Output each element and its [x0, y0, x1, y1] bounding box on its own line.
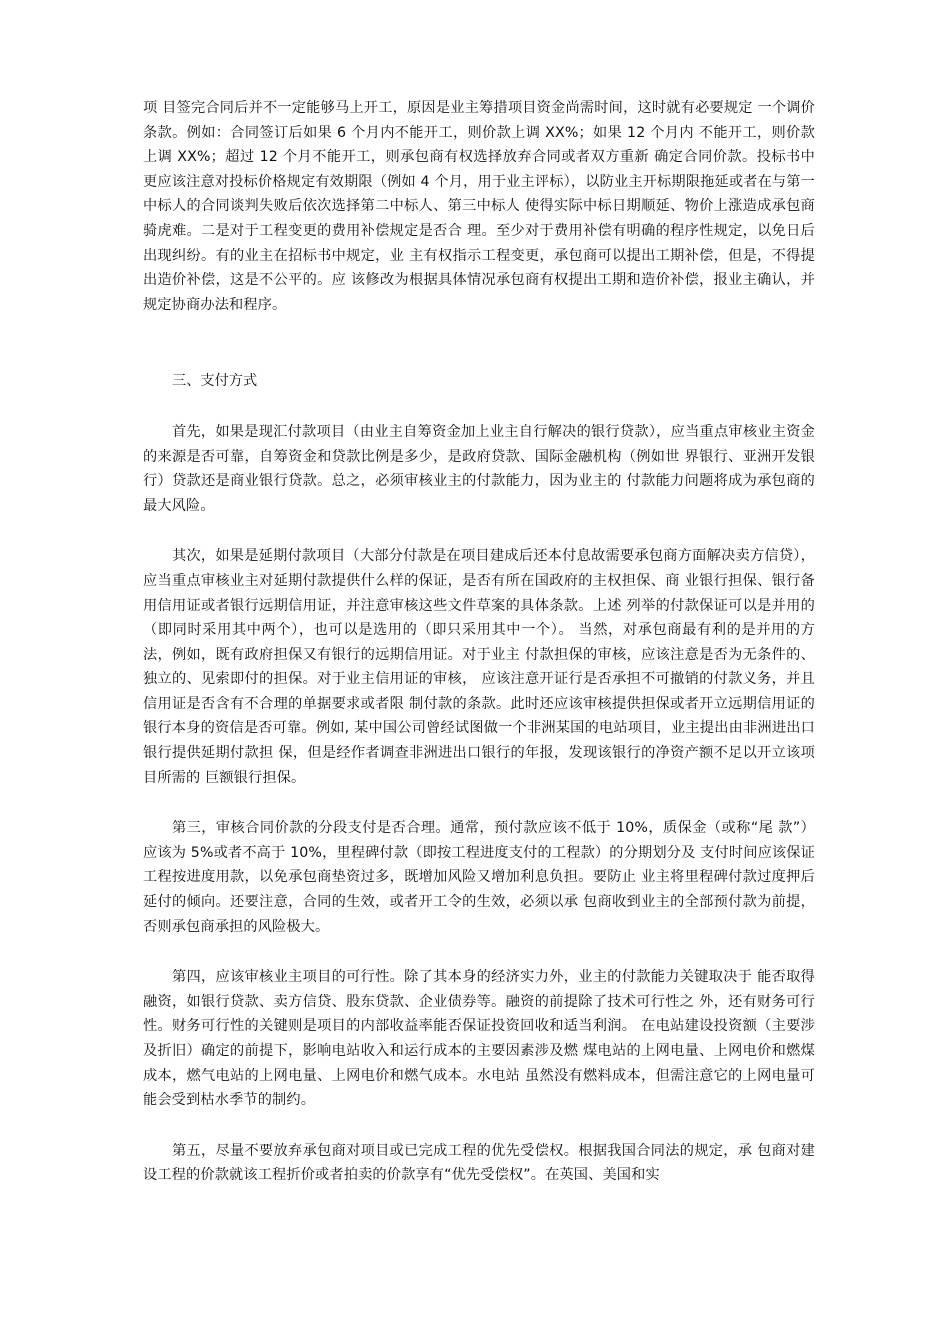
paragraph-second-deferred-payment: 其次，如果是延期付款项目（大部分付款是在项目建成后还本付息故需要承包商方面解决卖方信贷），应当重点审核业主对延期付款提供什么样的保证，是否有所在国政府的主权担保、商 业银行担保、银行备用信用证或者银行远期信用证，并注意审核这些文件草案的具体条款。上述 列举的付款保证可以是并用的（即同时采用其中两个），也可以是选用的（即只采用其中一个）。 当然，对承包商最有利的是并用的方法，例如，既有政府担保又有银行的远期信用证。对于业主 付款担保的审核，应该注意是否为无条件的、独立的、见索即付的担保。对于业主信用证的审核， 应该注意开证行是否承担不可撤销的付款义务，并且信用证是否含有不合理的单据要求或者限 制付款的条款。此时还应该审核提供担保或者开立远期信用证的银行本身的资信是否可靠。例如, 某中国公司曾经试图做一个非洲某国的电站项目，业主提出由非洲进出口银行提供延期付款担 保，但是经作者调查非洲进出口银行的年报，发现该银行的净资产额不足以开立该项目所需的 巨额银行担保。 — [143, 548, 815, 786]
document-page — [143, 96, 815, 1188]
paragraph-third-installments: 第三，审核合同价款的分段支付是否合理。通常，预付款应该不低于 10%，质保金（或称“尾 款”）应该为 5%或者不高于 10%，里程碑付款（即按工程进度支付的工程款）的分期划分及 支付时间应该保证工程按进度用款，以免承包商垫资过多，既增加风险又增加利息负担。要防止 业主将里程碑付款过度押后延付的倾向。还要注意，合同的生效，或者开工令的生效，必须以承 包商收到业主的全部预付款为前提，否则承包商承担的风险极大。 — [143, 820, 815, 935]
section-spacer — [143, 317, 815, 369]
paragraph-spacer — [143, 1113, 815, 1139]
section-heading-payment-method: 三、支付方式 — [172, 373, 258, 390]
paragraph-spacer — [143, 518, 815, 544]
paragraph-price-adjustment: 项 目签完合同后并不一定能够马上开工，原因是业主筹措项目资金尚需时间，这时就有必要规定 一个调价条款。例如：合同签订后如果 6 个月内不能开工，则价款上调 XX%；如果 12 个月内 不能开工，则价款上调 XX%；超过 12 个月不能开工，则承包商有权选择放弃合同或者双方重新 确定合同价款。投标书中更应该注意对投标价格规定有效期限（例如 4 个月，用于业主评标），以防业主开标期限拖延或者在与第一中标人的合同谈判失败后依次选择第二中标人、第三中标人 使得实际中标日期顺延、物价上涨造成承包商骑虎难。二是对于工程变更的费用补偿规定是否合 理。至少对于费用补偿有明确的程序性规定，以免日后出现纠纷。有的业主在招标书中规定，业 主有权指示工程变更，承包商可以提出工期补偿，但是，不得提出造价补偿，这是不公平的。应 该修改为根据具体情况承包商有权提出工期和造价补偿，报业主确认，并规定协商办法和程序。 — [143, 100, 815, 313]
paragraph-spacer — [143, 790, 815, 816]
paragraph-spacer — [143, 939, 815, 965]
paragraph-first-cash-payment: 首先，如果是现汇付款项目（由业主自筹资金加上业主自行解决的银行贷款），应当重点审核业主资金的来源是否可靠，自筹资金和贷款比例是多少，是政府贷款、国际金融机构（例如世 界银行、亚洲开发银行）贷款还是商业银行贷款。总之，必须审核业主的付款能力，因为业主的 付款能力问题将成为承包商的最大风险。 — [143, 423, 815, 514]
paragraph-fifth-priority-right: 第五，尽量不要放弃承包商对项目或已完成工程的优先受偿权。根据我国合同法的规定，承 包商对建设工程的价款就该工程折价或者拍卖的价款享有“优先受偿权”。在英国、美国和实 — [143, 1142, 815, 1184]
paragraph-fourth-feasibility: 第四，应该审核业主项目的可行性。除了其本身的经济实力外，业主的付款能力关键取决于 能否取得融资，如银行贷款、卖方信贷、股东贷款、企业债券等。融资的前提除了技术可行性之 外，还有财务可行性。财务可行性的关键则是项目的内部收益率能否保证投资回收和适当利润。 在电站建设投资额（主要涉及折旧）确定的前提下，影响电站收入和运行成本的主要因素涉及燃 煤电站的上网电量、上网电价和燃煤成本，燃气电站的上网电量、上网电价和燃气成本。水电站 虽然没有燃料成本，但需注意它的上网电量可能会受到枯水季节的制约。 — [143, 969, 815, 1109]
paragraph-spacer — [143, 394, 815, 420]
